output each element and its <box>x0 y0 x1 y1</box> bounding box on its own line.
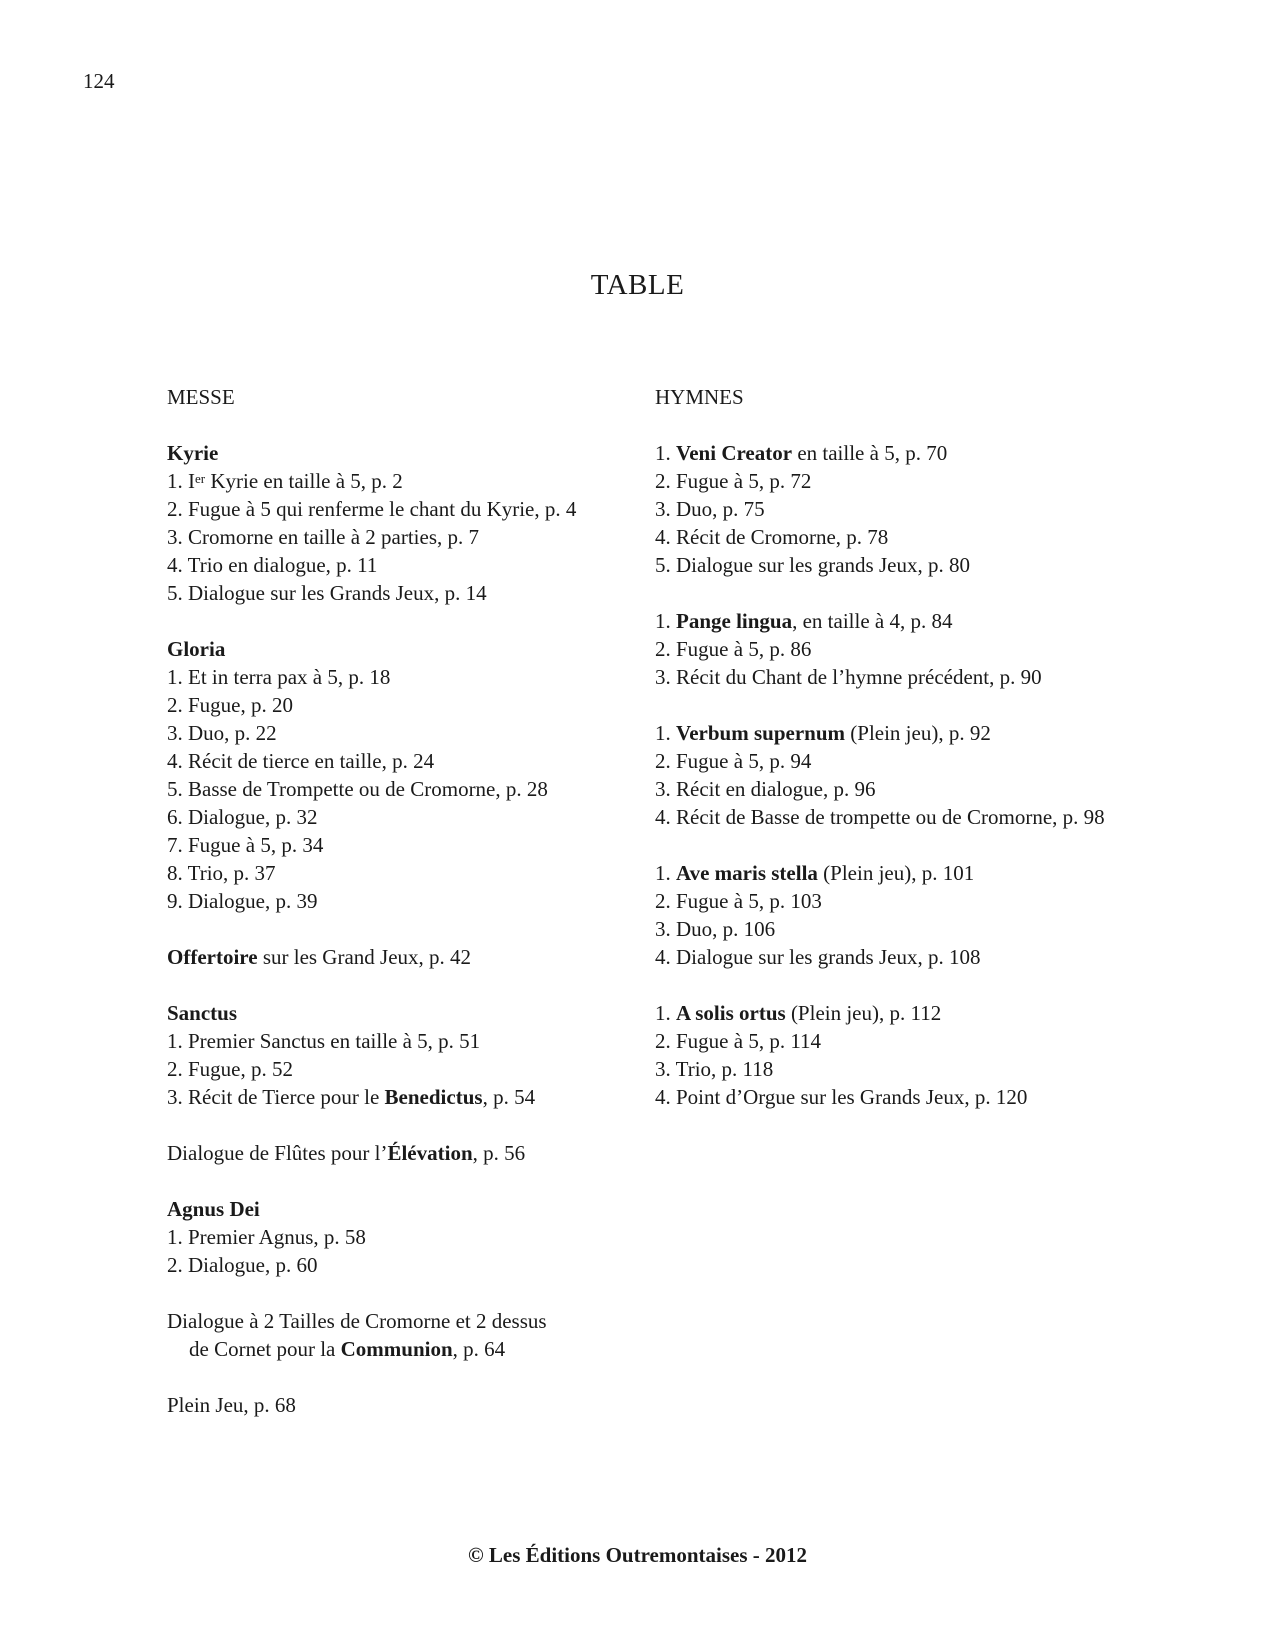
hymn-item: 2. Fugue à 5, p. 86 <box>655 637 812 661</box>
gloria-item: 7. Fugue à 5, p. 34 <box>167 833 324 857</box>
hymn-item: 3. Trio, p. 118 <box>655 1057 774 1081</box>
a-solis-ortus-entry: 1. A solis ortus (Plein jeu), p. 112 <box>655 1001 942 1025</box>
sanctus-item: 2. Fugue, p. 52 <box>167 1057 293 1081</box>
gloria-item: 3. Duo, p. 22 <box>167 721 277 745</box>
kyrie-item: 1. Ier Kyrie en taille à 5, p. 2 <box>167 469 403 493</box>
agnus-heading: Agnus Dei <box>167 1197 260 1221</box>
page-number: 124 <box>83 69 115 93</box>
hymn-item: 2. Fugue à 5, p. 72 <box>655 469 812 493</box>
hymn-item: 2. Fugue à 5, p. 114 <box>655 1029 822 1053</box>
hymn-item: 2. Fugue à 5, p. 94 <box>655 749 812 773</box>
messe-column <box>167 383 637 1419</box>
hymn-item: 3. Récit en dialogue, p. 96 <box>655 777 876 801</box>
messe-heading: MESSE <box>167 385 235 409</box>
kyrie-item: 5. Dialogue sur les Grands Jeux, p. 14 <box>167 581 487 605</box>
kyrie-item: 3. Cromorne en taille à 2 parties, p. 7 <box>167 525 479 549</box>
communion-entry-continued: de Cornet pour la Communion, p. 64 <box>189 1337 506 1361</box>
veni-creator-entry: 1. Veni Creator en taille à 5, p. 70 <box>655 441 948 465</box>
hymn-item: 2. Fugue à 5, p. 103 <box>655 889 822 913</box>
communion-entry: Dialogue à 2 Tailles de Cromorne et 2 dessus <box>167 1309 547 1333</box>
kyrie-item: 4. Trio en dialogue, p. 11 <box>167 553 378 577</box>
hymn-item: 4. Dialogue sur les grands Jeux, p. 108 <box>655 945 981 969</box>
verbum-supernum-entry: 1. Verbum supernum (Plein jeu), p. 92 <box>655 721 991 745</box>
gloria-item: 2. Fugue, p. 20 <box>167 693 293 717</box>
agnus-item: 1. Premier Agnus, p. 58 <box>167 1225 366 1249</box>
hymnes-heading: HYMNES <box>655 385 744 409</box>
hymn-item: 3. Duo, p. 106 <box>655 917 776 941</box>
hymn-item: 4. Récit de Basse de trompette ou de Cromorne, p. 98 <box>655 805 1105 829</box>
agnus-item: 2. Dialogue, p. 60 <box>167 1253 318 1277</box>
gloria-item: 8. Trio, p. 37 <box>167 861 276 885</box>
plein-jeu-entry: Plein Jeu, p. 68 <box>167 1393 296 1417</box>
page-title: TABLE <box>590 269 685 301</box>
gloria-item: 5. Basse de Trompette ou de Cromorne, p. 28 <box>167 777 548 801</box>
sanctus-item: 1. Premier Sanctus en taille à 5, p. 51 <box>167 1029 481 1053</box>
offertoire-entry: Offertoire sur les Grand Jeux, p. 42 <box>167 945 472 969</box>
hymn-item: 3. Duo, p. 75 <box>655 497 765 521</box>
hymn-item: 4. Récit de Cromorne, p. 78 <box>655 525 889 549</box>
hymn-item: 5. Dialogue sur les grands Jeux, p. 80 <box>655 553 970 577</box>
gloria-item: 4. Récit de tierce en taille, p. 24 <box>167 749 435 773</box>
hymn-item: 4. Point d’Orgue sur les Grands Jeux, p. 120 <box>655 1085 1028 1109</box>
gloria-item: 9. Dialogue, p. 39 <box>167 889 318 913</box>
gloria-heading: Gloria <box>167 637 226 661</box>
sanctus-item: 3. Récit de Tierce pour le Benedictus, p. 54 <box>167 1085 536 1109</box>
kyrie-heading: Kyrie <box>167 441 219 465</box>
pange-lingua-entry: 1. Pange lingua, en taille à 4, p. 84 <box>655 609 953 633</box>
elevation-entry: Dialogue de Flûtes pour l’Élévation, p. 56 <box>167 1141 526 1165</box>
ave-maris-stella-entry: 1. Ave maris stella (Plein jeu), p. 101 <box>655 861 975 885</box>
hymnes-column <box>655 383 1255 1111</box>
copyright-footer: © Les Éditions Outremontaises - 2012 <box>467 1543 808 1567</box>
hymn-item: 3. Récit du Chant de l’hymne précédent, p. 90 <box>655 665 1042 689</box>
sanctus-heading: Sanctus <box>167 1001 238 1025</box>
gloria-item: 1. Et in terra pax à 5, p. 18 <box>167 665 391 689</box>
kyrie-item: 2. Fugue à 5 qui renferme le chant du Kyrie, p. 4 <box>167 497 577 521</box>
gloria-item: 6. Dialogue, p. 32 <box>167 805 318 829</box>
